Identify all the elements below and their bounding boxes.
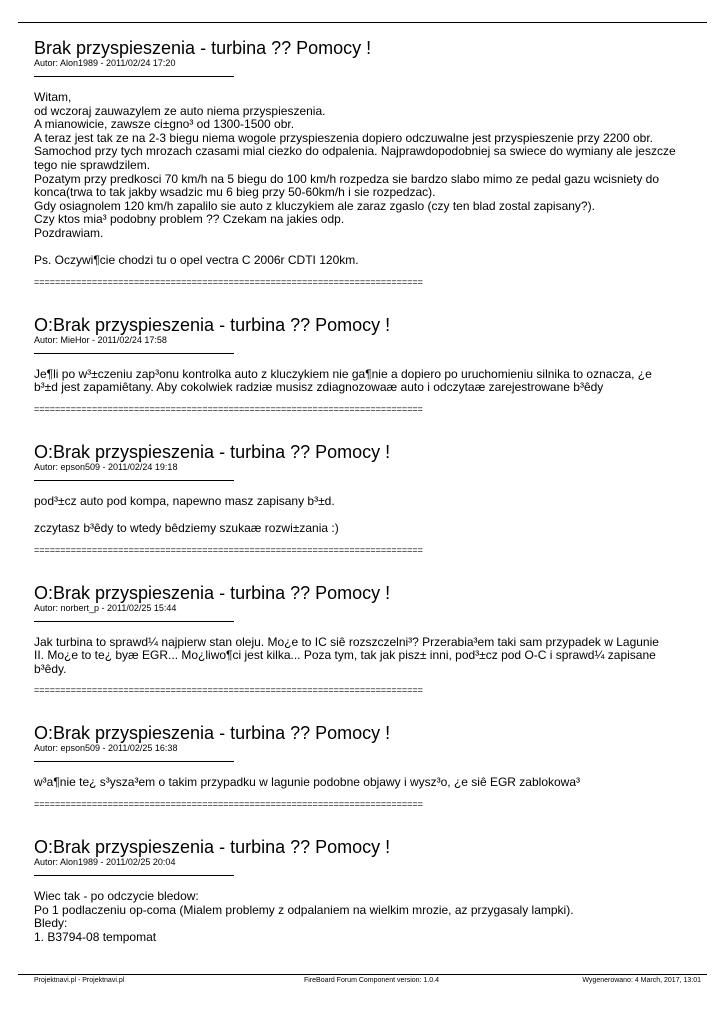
post-line: tego nie sprawdzilem. xyxy=(34,157,151,172)
post-line: Jak turbina to sprawd¼ najpierw stan oleju. Mo¿e to IC siê rozszczelni³? Przerabia³em taki sam przypadek w Lagunie xyxy=(34,634,659,649)
post-line: A teraz jest tak ze na 2-3 biegu niema wogole przyspieszenia dopiero odczuwalne jest przyspieszenie przy 2200 obr. xyxy=(34,130,654,145)
meta-rule xyxy=(34,76,234,77)
top-rule xyxy=(18,22,707,23)
footer-rule xyxy=(18,974,707,975)
post-meta: Autor: epson509 - 2011/02/25 16:38 xyxy=(34,743,178,754)
blank-line xyxy=(34,241,699,255)
post-line: Je¶li po w³±czeniu zap³onu kontrolka auto z kluczykiem nie ga¶nie a dopiero po uruchomieniu silnika to oznacza, ¿e xyxy=(34,366,652,381)
post-2 xyxy=(34,315,699,414)
post-body xyxy=(34,495,699,536)
meta-rule xyxy=(34,761,234,762)
footer-component: FireBoard Forum Component version: 1.0.4 xyxy=(304,977,440,984)
post-line: Wiec tak - po odczycie bledow: xyxy=(34,889,199,904)
post-line: Gdy osiagnolem 120 km/h zapalilo sie auto z kluczykiem ale zaraz zgaslo (czy ten blad zostal zapisany?). xyxy=(34,198,595,213)
meta-rule xyxy=(34,353,234,354)
post-line: w³a¶nie te¿ s³ysza³em o takim przypadku w lagunie podobne objawy i wysz³o, ¿e siê EGR zablokowa³ xyxy=(34,775,581,790)
meta-rule xyxy=(34,875,234,876)
post-line: Witam, xyxy=(34,90,72,104)
post-line: b³êdy. xyxy=(34,661,67,676)
post-line: 1. B3794-08 tempomat xyxy=(34,929,157,944)
footer-generated: Wygenerowano: 4 March, 2017, 13:01 xyxy=(582,977,701,984)
post-separator: ========================================================================== xyxy=(34,403,423,414)
post-separator: ========================================================================== xyxy=(34,685,423,696)
post-title: O:Brak przyspieszenia - turbina ?? Pomocy ! xyxy=(34,582,391,603)
post-separator: ========================================================================== xyxy=(34,544,423,555)
post-body xyxy=(34,368,699,395)
meta-rule xyxy=(34,480,234,481)
post-line: Pozatym przy predkosci 70 km/h na 5 biegu do 100 km/h rozpedza sie bardzo slabo mimo ze pedal gazu wcisniety do xyxy=(34,171,659,186)
post-body xyxy=(34,91,699,268)
footer-site: Projektnavi.pl - Projektnavi.pl xyxy=(34,977,125,984)
post-5 xyxy=(34,723,699,809)
post-body xyxy=(34,890,699,944)
post-meta: Autor: MieHor - 2011/02/24 17:58 xyxy=(34,334,167,345)
post-title: O:Brak przyspieszenia - turbina ?? Pomocy ! xyxy=(34,441,391,462)
post-separator: ========================================================================== xyxy=(34,276,423,287)
post-6 xyxy=(34,837,699,944)
post-line: zczytasz b³êdy to wtedy bêdziemy szukaæ rozwi±zania :) xyxy=(34,521,339,536)
post-1 xyxy=(34,38,699,287)
post-line: konca(trwa to tak jakby wsadzic mu 6 bieg przy 50-60km/h i sie rozpedzac). xyxy=(34,185,436,200)
post-title: Brak przyspieszenia - turbina ?? Pomocy ! xyxy=(34,38,372,58)
post-3 xyxy=(34,442,699,555)
post-meta: Autor: Alon1989 - 2011/02/25 20:04 xyxy=(34,857,176,868)
post-line: Pozdrawiam. xyxy=(34,225,104,240)
post-separator: ========================================================================== xyxy=(34,799,423,810)
post-line: II. Mo¿e to te¿ byæ EGR... Mo¿liwo¶ci jest kilka... Poza tym, tak jak pisz± inni, pod³±cz pod O-C i sprawd¼ zapisane xyxy=(34,648,656,663)
post-line: Samochod przy tych mrozach czasami mial ciezko do odpalenia. Najprawdopodobniej sa swiece do wymiany ale jeszcze xyxy=(34,144,676,159)
post-meta: Autor: norbert_p - 2011/02/25 15:44 xyxy=(34,602,177,613)
post-line: Po 1 podlaczeniu op-coma (Mialem problemy z odpalaniem na wielkim mrozie, az przygasaly lampki). xyxy=(34,902,574,917)
blank-line xyxy=(34,509,699,523)
post-title: O:Brak przyspieszenia - turbina ?? Pomocy ! xyxy=(34,314,391,335)
post-4 xyxy=(34,583,699,696)
post-body xyxy=(34,636,699,677)
post-meta: Autor: epson509 - 2011/02/24 19:18 xyxy=(34,461,178,472)
post-title: O:Brak przyspieszenia - turbina ?? Pomocy ! xyxy=(34,837,391,858)
post-line: b³±d jest zapamiêtany. Aby cokolwiek radziæ musisz zdiagnozowaæ auto i odczytaæ zarejestrowane b³êdy xyxy=(34,380,604,395)
post-line: A mianowicie, zawsze ci±gno³ od 1300-1500 obr. xyxy=(34,117,295,132)
post-line: od wczoraj zauwazylem ze auto niema przyspieszenia. xyxy=(34,103,326,118)
meta-rule xyxy=(34,621,234,622)
post-line: Czy ktos mia³ podobny problem ?? Czekam na jakies odp. xyxy=(34,212,345,227)
forum-thread xyxy=(34,38,699,944)
post-body xyxy=(34,776,699,790)
post-meta: Autor: Alon1989 - 2011/02/24 17:20 xyxy=(34,58,176,68)
post-line: Bledy: xyxy=(34,916,68,931)
post-title: O:Brak przyspieszenia - turbina ?? Pomocy ! xyxy=(34,723,391,744)
post-line: Ps. Oczywi¶cie chodzi tu o opel vectra C 2006r CDTI 120km. xyxy=(34,253,359,268)
post-line: pod³±cz auto pod kompa, napewno masz zapisany b³±d. xyxy=(34,493,335,508)
